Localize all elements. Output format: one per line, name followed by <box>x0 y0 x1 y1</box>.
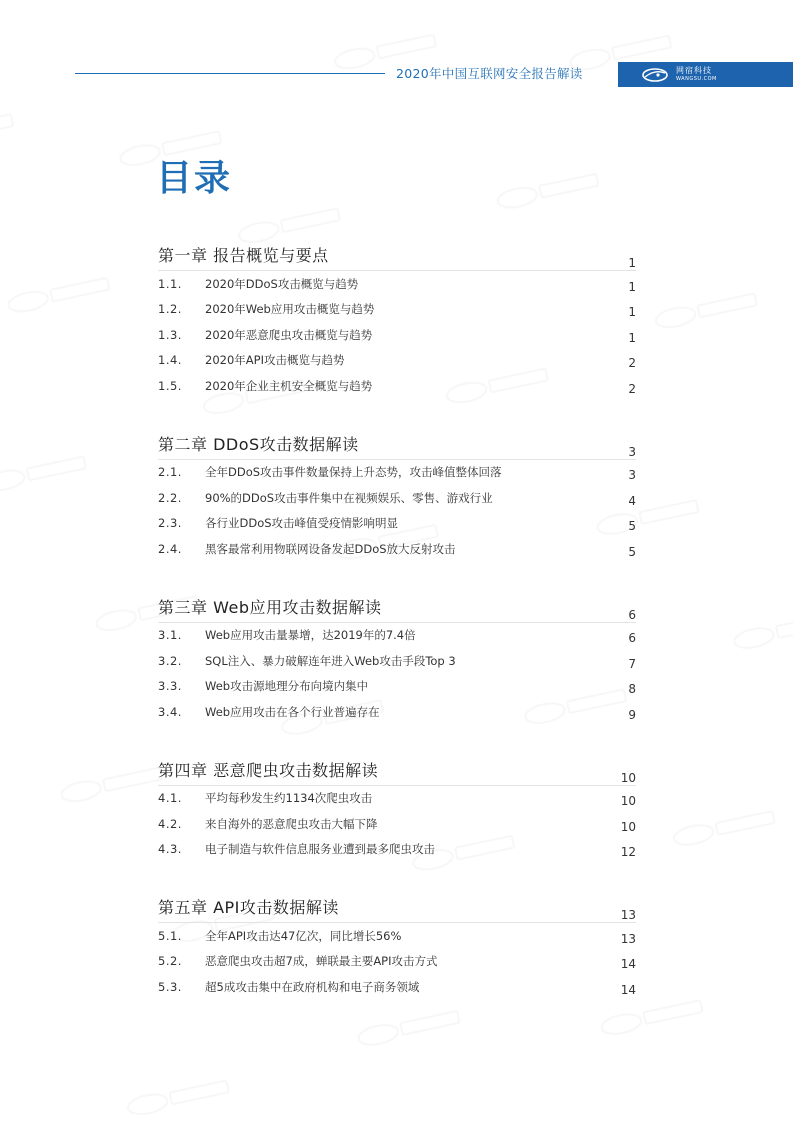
chapter-page-number: 6 <box>628 607 636 622</box>
section-title: 全年API攻击达47亿次，同比增长56% <box>205 928 402 943</box>
toc-chapter-row[interactable] <box>158 425 636 460</box>
chapter-title: 第一章 报告概览与要点 <box>158 246 329 265</box>
section-title: 2020年API攻击概览与趋势 <box>205 353 345 368</box>
section-page-number: 14 <box>620 982 636 997</box>
toc-chapter <box>158 236 636 399</box>
section-title: SQL注入、暴力破解连年进入Web攻击手段Top 3 <box>205 653 456 668</box>
section-number: 3.4. <box>158 704 182 719</box>
section-number: 5.1. <box>158 928 182 943</box>
section-page-number: 8 <box>628 682 636 697</box>
section-title: 2020年DDoS攻击概览与趋势 <box>205 276 359 291</box>
section-title: 2020年恶意爬虫攻击概览与趋势 <box>205 327 373 342</box>
section-page-number: 2 <box>628 356 636 371</box>
toc-section-row[interactable] <box>158 348 636 374</box>
toc-section-row[interactable] <box>158 974 636 1000</box>
section-title: 平均每秒发生约1134次爬虫攻击 <box>205 791 373 806</box>
toc-section-row[interactable] <box>158 786 636 812</box>
section-number: 4.2. <box>158 816 182 831</box>
section-number: 5.3. <box>158 979 182 994</box>
section-title: 超5成攻击集中在政府机构和电子商务领域 <box>205 979 420 994</box>
section-title: Web应用攻击在各个行业普遍存在 <box>205 704 380 719</box>
toc-section-row[interactable] <box>158 460 636 486</box>
section-title: 90%的DDoS攻击事件集中在视频娱乐、零售、游戏行业 <box>205 490 493 505</box>
toc-section-row[interactable] <box>158 485 636 511</box>
toc-section-row[interactable] <box>158 811 636 837</box>
section-page-number: 1 <box>628 305 636 320</box>
section-page-number: 5 <box>628 544 636 559</box>
section-number: 1.1. <box>158 276 182 291</box>
chapter-page-number: 1 <box>628 256 636 270</box>
toc-chapter <box>158 751 636 863</box>
section-title: Web攻击源地理分布向境内集中 <box>205 679 369 694</box>
section-number: 1.2. <box>158 302 182 317</box>
report-header-title: 2020年中国互联网安全报告解读 <box>396 66 583 81</box>
toc-section-row[interactable] <box>158 373 636 399</box>
toc-section-row[interactable] <box>158 648 636 674</box>
section-title: 全年DDoS攻击事件数量保持上升态势，攻击峰值整体回落 <box>205 465 502 480</box>
section-page-number: 2 <box>628 381 636 396</box>
section-title: 电子制造与软件信息服务业遭到最多爬虫攻击 <box>205 842 435 857</box>
section-number: 1.4. <box>158 353 182 368</box>
toc-section-row[interactable] <box>158 837 636 863</box>
section-number: 2.1. <box>158 465 182 480</box>
section-number: 2.2. <box>158 490 182 505</box>
section-page-number: 7 <box>628 656 636 671</box>
section-number: 2.4. <box>158 541 182 556</box>
toc-section-row[interactable] <box>158 674 636 700</box>
logo-en-text: WANGSU.COM <box>676 76 717 82</box>
section-page-number: 10 <box>620 819 636 834</box>
chapter-title: 第三章 Web应用攻击数据解读 <box>158 597 382 617</box>
toc-section-row[interactable] <box>158 536 636 562</box>
logo-cn-text: 网宿科技 <box>676 66 712 75</box>
section-page-number: 6 <box>628 631 636 646</box>
chapter-page-number: 10 <box>620 770 636 785</box>
page-title: 目录 <box>156 158 233 199</box>
section-number: 2.3. <box>158 516 182 531</box>
section-number: 1.3. <box>158 327 182 342</box>
section-page-number: 10 <box>620 794 636 809</box>
toc-section-row[interactable] <box>158 623 636 649</box>
section-page-number: 5 <box>628 519 636 534</box>
section-number: 4.3. <box>158 842 182 857</box>
section-page-number: 14 <box>620 957 636 972</box>
section-number: 3.3. <box>158 679 182 694</box>
section-page-number: 9 <box>628 707 636 722</box>
toc-section-row[interactable] <box>158 271 636 297</box>
logo-mark-icon <box>640 67 670 83</box>
chapter-page-number: 3 <box>628 444 636 459</box>
toc-chapter-row[interactable] <box>158 888 636 923</box>
toc-chapter-row[interactable] <box>158 236 636 271</box>
chapter-title: 第四章 恶意爬虫攻击数据解读 <box>158 760 379 780</box>
toc-section-row[interactable] <box>158 511 636 537</box>
toc-chapter-row[interactable] <box>158 588 636 623</box>
company-logo <box>618 62 793 87</box>
section-title: 各行业DDoS攻击峰值受疫情影响明显 <box>205 516 399 531</box>
section-number: 3.2. <box>158 653 182 668</box>
section-title: 恶意爬虫攻击超7成，蝉联最主要API攻击方式 <box>205 954 438 969</box>
section-title: 来自海外的恶意爬虫攻击大幅下降 <box>205 816 378 831</box>
section-page-number: 13 <box>620 931 636 946</box>
section-title: 2020年企业主机安全概览与趋势 <box>205 378 373 393</box>
toc-chapter-row[interactable] <box>158 751 636 786</box>
chapter-title: 第五章 API攻击数据解读 <box>158 898 339 917</box>
toc-chapter <box>158 425 636 562</box>
table-of-contents <box>158 236 636 1000</box>
section-title: 黑客最常利用物联网设备发起DDoS放大反射攻击 <box>205 541 456 556</box>
section-title: 2020年Web应用攻击概览与趋势 <box>205 302 375 317</box>
header-rule <box>75 73 385 74</box>
section-page-number: 3 <box>628 468 636 483</box>
toc-section-row[interactable] <box>158 322 636 348</box>
toc-section-row[interactable] <box>158 949 636 975</box>
section-page-number: 4 <box>628 493 636 508</box>
toc-section-row[interactable] <box>158 923 636 949</box>
toc-chapter <box>158 888 636 1000</box>
section-title: Web应用攻击量暴增，达2019年的7.4倍 <box>205 628 416 643</box>
chapter-title: 第二章 DDoS攻击数据解读 <box>158 434 359 454</box>
section-number: 5.2. <box>158 954 182 969</box>
section-number: 1.5. <box>158 378 182 393</box>
section-number: 3.1. <box>158 628 182 643</box>
section-number: 4.1. <box>158 791 182 806</box>
section-page-number: 1 <box>628 330 636 345</box>
section-page-number: 12 <box>620 845 636 860</box>
toc-section-row[interactable] <box>158 297 636 323</box>
toc-chapter <box>158 588 636 725</box>
chapter-page-number: 13 <box>620 908 636 922</box>
toc-section-row[interactable] <box>158 699 636 725</box>
section-page-number: 1 <box>628 279 636 294</box>
